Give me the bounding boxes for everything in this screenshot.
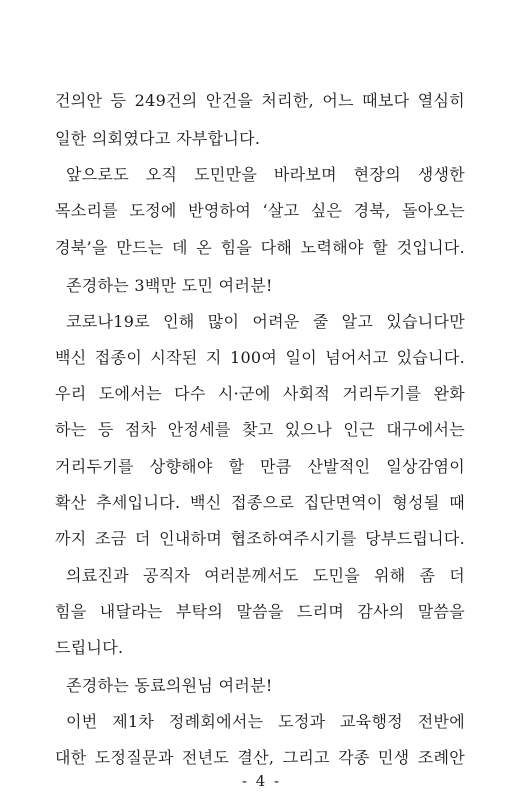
text-line: 까지 조금 더 인내하며 협조하여주시기를 당부드립니다.	[55, 529, 465, 548]
text-line: 목소리를 도정에 반영하여 ‘살고 싶은 경북, 돌아오는	[55, 201, 465, 220]
text-line: 이번 제1차 정례회에서는 도정과 교육행정 전반에	[66, 712, 465, 731]
text-line: 드립니다.	[55, 638, 124, 657]
text-line: 건의안 등 249건의 안건을 처리한, 어느 때보다 열심히	[55, 91, 465, 110]
section-heading: 존경하는 동료의원님 여러분!	[66, 676, 273, 695]
text-line: 코로나19로 인해 많이 어려운 줄 알고 있습니다만	[66, 312, 465, 331]
text-line: 백신 접종이 시작된 지 100여 일이 넘어서고 있습니다.	[55, 348, 465, 367]
text-line: 힘을 내달라는 부탁의 말씀을 드리며 감사의 말씀을	[55, 602, 465, 621]
text-line: 대한 도정질문과 전년도 결산, 그리고 각종 민생 조례안	[55, 748, 465, 767]
text-line: 의료진과 공직자 여러분께서도 도민을 위해 좀 더	[66, 566, 465, 585]
text-line: 앞으로도 오직 도민만을 바라보며 현장의 생생한	[66, 165, 465, 184]
text-line: 우리 도에서는 다수 시·군에 사회적 거리두기를 완화	[55, 384, 465, 403]
text-line: 하는 등 점차 안정세를 찾고 있으나 인근 대구에서는	[55, 420, 465, 439]
page-number: - 4 -	[241, 772, 282, 790]
section-heading: 존경하는 3백만 도민 여러분!	[66, 276, 273, 295]
text-line: 일한 의회였다고 자부합니다.	[55, 129, 261, 148]
text-line: 확산 추세입니다. 백신 접종으로 집단면역이 형성될 때	[55, 493, 465, 512]
text-line: 거리두기를 상향해야 할 만큼 산발적인 일상감염이	[55, 457, 465, 476]
text-line: 경북’을 만드는 데 온 힘을 다해 노력해야 할 것입니다.	[55, 238, 465, 257]
